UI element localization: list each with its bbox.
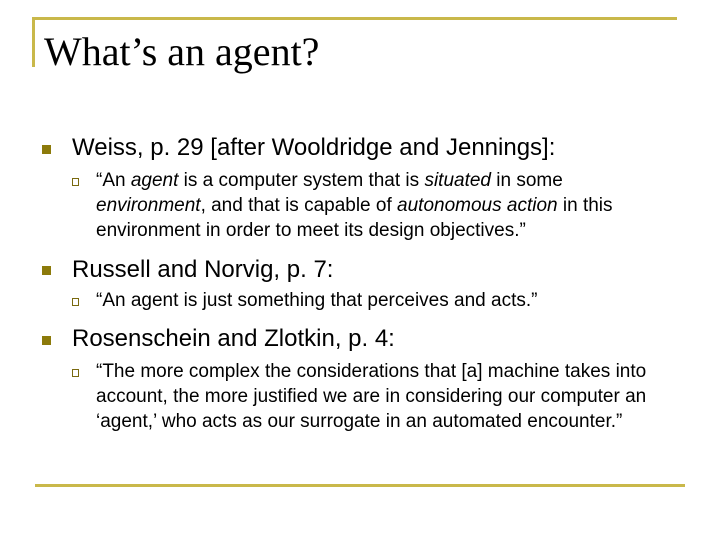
square-bullet-icon — [42, 145, 51, 154]
quote-text: in some — [490, 170, 563, 191]
top-rule — [32, 17, 677, 20]
quote-emphasis: environment — [96, 195, 201, 216]
bottom-rule — [35, 484, 685, 487]
quote-weiss — [96, 168, 676, 243]
hollow-square-bullet-icon — [72, 369, 79, 377]
square-bullet-icon — [42, 266, 51, 275]
slide-title: What’s an agent? — [44, 29, 320, 74]
square-bullet-icon — [42, 336, 51, 345]
quote-emphasis: agent — [130, 170, 179, 191]
quote-emphasis: situated — [424, 170, 491, 191]
quote-russell-norvig — [96, 288, 676, 313]
quote-text: in this environment in order to meet its design objectives.” — [96, 195, 613, 241]
bullet-weiss: Weiss, p. 29 [after Wooldridge and Jennings]: — [72, 134, 556, 161]
quote-text: “An — [96, 170, 131, 191]
bullet-rosenschein-zlotkin: Rosenschein and Zlotkin, p. 4: — [72, 325, 395, 352]
hollow-square-bullet-icon — [72, 178, 79, 186]
quote-text: “An agent is just something that perceives and acts.” — [96, 290, 538, 311]
hollow-square-bullet-icon — [72, 298, 79, 306]
left-rule — [32, 17, 35, 67]
quote-text: “The more complex the considerations that [a] machine takes into account, the more justified we are in considering our computer an ‘agent,’ who acts as our surrogate in an automated encounter.” — [96, 361, 647, 432]
quote-text: is a computer system that is — [178, 170, 425, 191]
quote-text: , and that is capable of — [200, 195, 398, 216]
quote-emphasis: autonomous action — [397, 195, 558, 216]
bullet-russell-norvig: Russell and Norvig, p. 7: — [72, 256, 334, 283]
quote-rosenschein-zlotkin — [96, 359, 676, 434]
